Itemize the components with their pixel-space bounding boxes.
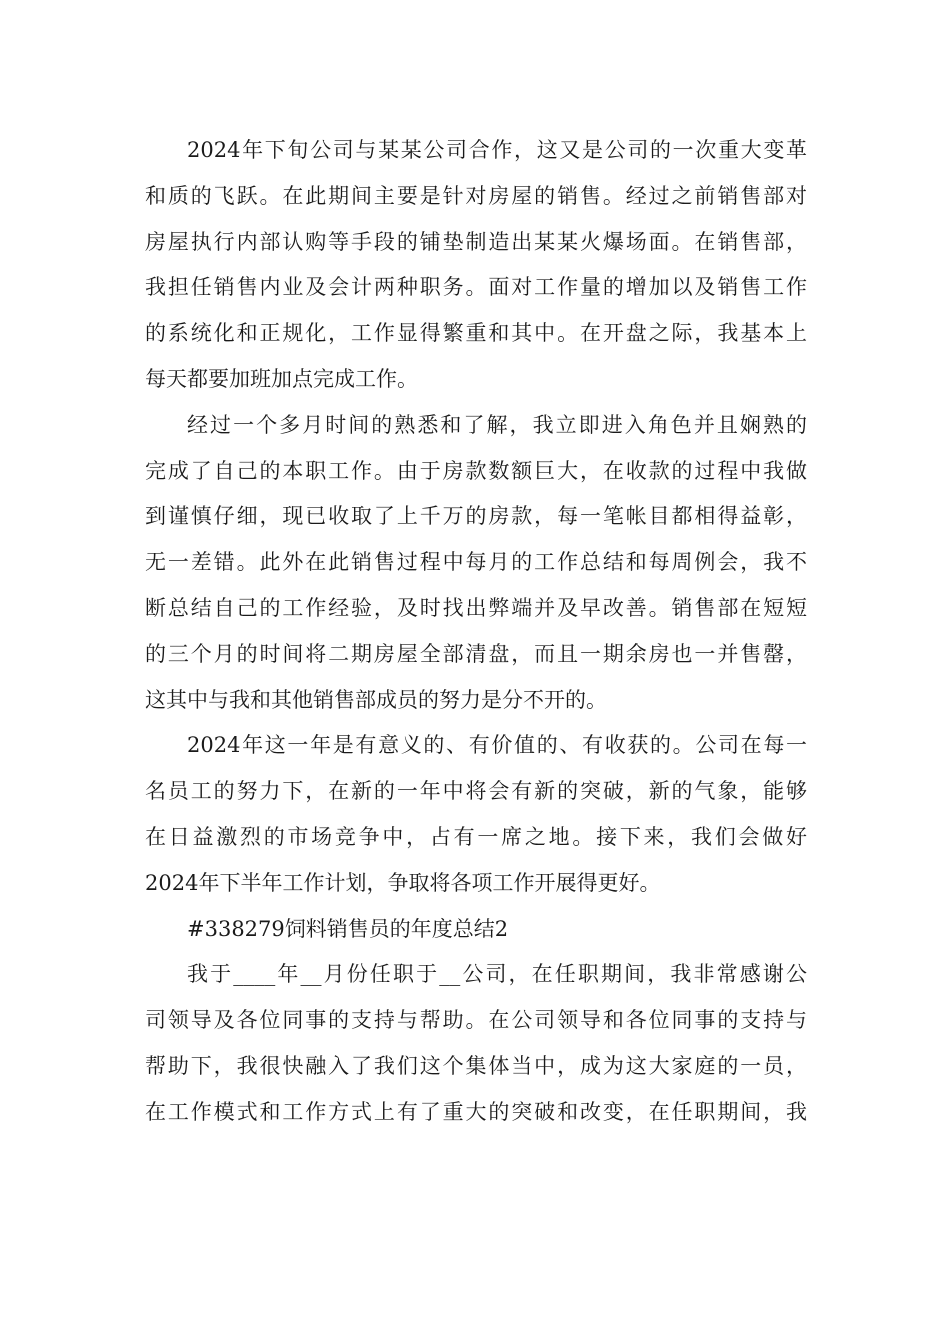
text-line: 完成了自己的本职工作。由于房款数额巨大，在收款的过程中我做 (145, 458, 807, 483)
paragraph (145, 128, 807, 403)
text-line: 在工作模式和工作方式上有了重大的突破和改变，在任职期间，我 (145, 1099, 807, 1124)
text-line: 房屋执行内部认购等手段的铺垫制造出某某火爆场面。在销售部， (145, 229, 807, 254)
text-line: 在日益激烈的市场竞争中，占有一席之地。接下来，我们会做好 (145, 824, 807, 849)
text-line: 无一差错。此外在此销售过程中每月的工作总结和每周例会，我不 (145, 550, 807, 575)
text-line: 名员工的努力下，在新的一年中将会有新的突破，新的气象，能够 (145, 779, 807, 804)
text-line: 经过一个多月时间的熟悉和了解，我立即进入角色并且娴熟的 (187, 412, 807, 437)
document-body (145, 128, 807, 1136)
paragraph (145, 403, 807, 724)
text-line: 的三个月的时间将二期房屋全部清盘，而且一期余房也一并售罄， (145, 641, 807, 666)
text-line: 每天都要加班加点完成工作。 (145, 366, 418, 391)
text-line: 帮助下，我很快融入了我们这个集体当中，成为这大家庭的一员， (145, 1053, 807, 1078)
text-line: 和质的飞跃。在此期间主要是针对房屋的销售。经过之前销售部对 (145, 183, 807, 208)
text-line: 到谨慎仔细，现已收取了上千万的房款，每一笔帐目都相得益彰， (145, 504, 807, 529)
section-heading (145, 907, 807, 953)
text-line: 断总结自己的工作经验，及时找出弊端并及早改善。销售部在短短 (145, 595, 807, 620)
text-line: 我担任销售内业及会计两种职务。面对工作量的增加以及销售工作 (145, 275, 807, 300)
paragraph (145, 723, 807, 906)
text-line: 2024年下旬公司与某某公司合作，这又是公司的一次重大变革 (187, 138, 807, 162)
text-line: 我于____年__月份任职于__公司，在任职期间，我非常感谢公 (187, 962, 807, 987)
text-line: 2024年下半年工作计划，争取将各项工作开展得更好。 (145, 870, 661, 895)
heading-line: #338279饲料销售员的年度总结2 (187, 916, 509, 941)
paragraph (145, 952, 807, 1135)
text-line: 的系统化和正规化，工作显得繁重和其中。在开盘之际，我基本上 (145, 321, 807, 346)
text-line: 司领导及各位同事的支持与帮助。在公司领导和各位同事的支持与 (145, 1008, 807, 1033)
text-line: 2024年这一年是有意义的、有价值的、有收获的。公司在每一 (187, 733, 807, 758)
text-line: 这其中与我和其他销售部成员的努力是分不开的。 (145, 687, 607, 712)
